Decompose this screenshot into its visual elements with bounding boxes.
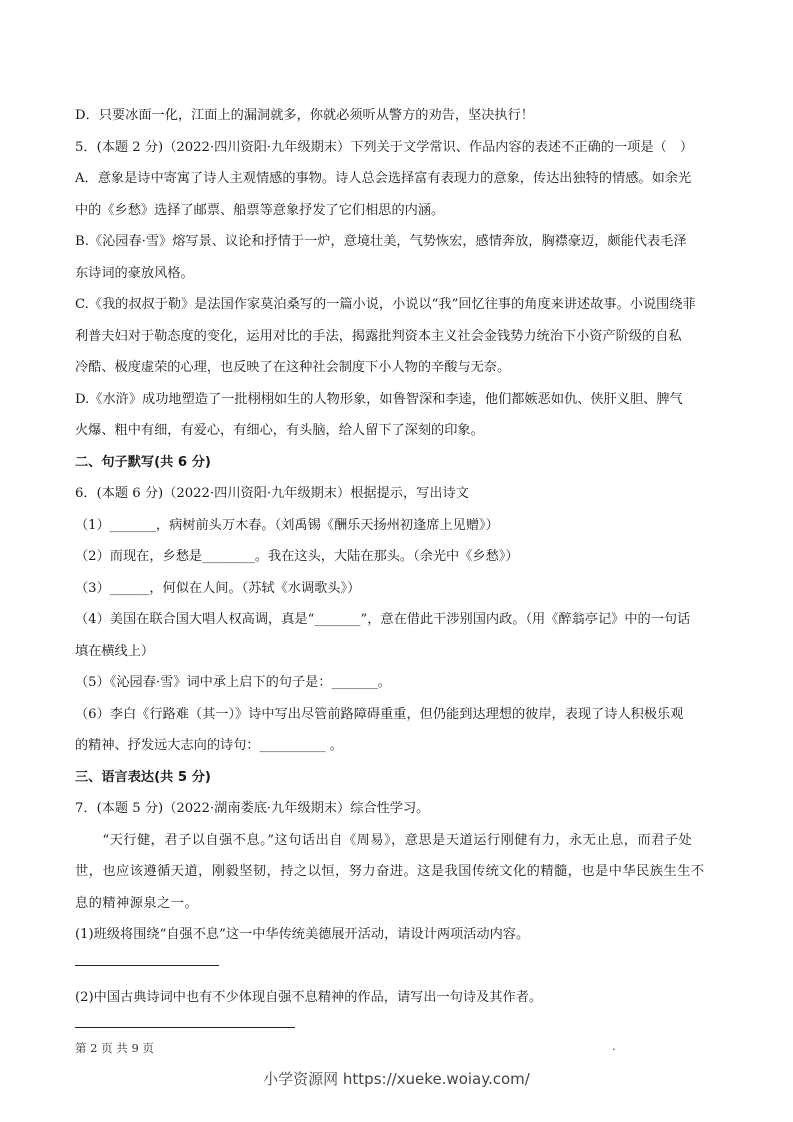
option-a-line-2: 中的《乡愁》选择了邮票、船票等意象抒发了它们相思的内涵。 <box>75 202 445 218</box>
answer-blank-1 <box>75 965 219 966</box>
option-c-line-2: 利普夫妇对于勒态度的变化，运用对比的手法，揭露批判资本主义社会金钱势力统治下小资产阶级的自私 <box>75 328 682 344</box>
section-heading-3: 三、语言表达(共 5 分) <box>75 769 211 785</box>
page-content <box>75 100 723 1044</box>
question-6-stem: 6．(本题 6 分)（2022·四川资阳·九年级期末）根据提示，写出诗文 <box>75 486 469 501</box>
footer-dot: . <box>612 1040 616 1053</box>
passage-line-3: 息的精神源泉之一。 <box>75 895 199 911</box>
question-6-item-2: （2）而现在，乡愁是________。我在这头，大陆在那头。（余光中《乡愁》） <box>75 549 519 564</box>
option-d-line-2: 火爆、粗中有细，有爱心，有细心，有头脑，给人留下了深刻的印象。 <box>75 423 484 438</box>
question-7-part-1: (1)班级将围绕“自强不息”这一中华传统美德展开活动，请设计两项活动内容。 <box>75 927 530 942</box>
question-5-stem: 5．(本题 2 分)（2022·四川资阳·九年级期末）下列关于文学常识、作品内容的表述不正确的一项是（ ） <box>75 139 694 155</box>
option-c-line-1: C.《我的叔叔于勒》是法国作家莫泊桑写的一篇小说，小说以“我”回忆往事的角度来讲述故事。小说围绕菲 <box>75 297 696 312</box>
option-b-line-2: 东诗词的豪放风格。 <box>75 265 194 281</box>
option-d-q4: D．只要冰面一化，江面上的漏洞就多，你就必须听从警方的劝告，坚决执行！ <box>75 108 534 123</box>
watermark: 小学资源网 https://xueke.woiay.com/ <box>263 1070 530 1088</box>
question-6-item-3: （3）______，何似在人间。（苏轼《水调歌头》） <box>75 580 361 596</box>
question-6-item-4-line-1: （4）美国在联合国大唱人权高调，真是“_______”，意在借此干涉别国内政。（用《醉翁亭记》中的一句话 <box>75 612 691 627</box>
option-b-line-1: B.《沁园春·雪》熔写景、议论和抒情于一炉，意境壮美，气势恢宏，感情奔放，胸襟豪迈，颇能代表毛泽 <box>75 234 687 249</box>
question-6-item-1: （1）_______，病树前头万木春。（刘禹锡《酬乐天扬州初逢席上见赠》） <box>75 517 499 533</box>
question-7-part-2: (2)中国古典诗词中也有不少体现自强不息精神的作品，请写出一句诗及其作者。 <box>75 989 543 1005</box>
passage-line-1: “天行健，君子以自强不息。”这句话出自《周易》，意思是天道运行刚健有力，永无止息，而君子处 <box>75 832 693 848</box>
option-c-line-3: 冷酷、极度虚荣的心理，也反映了在这种社会制度下小人物的辛酸与无奈。 <box>75 360 511 375</box>
passage-line-2: 世，也应该遵循天道，刚毅坚韧，持之以恒，努力奋进。这是我国传统文化的精髓，也是中华民族生生不 <box>75 864 705 879</box>
question-7-stem: 7．(本题 5 分)（2022·湖南娄底·九年级期末）综合性学习。 <box>75 801 430 816</box>
answer-blank-2 <box>75 1027 295 1028</box>
question-6-item-6-line-2: 的精神、抒发远大志向的诗句：__________ 。 <box>75 738 343 753</box>
question-6-item-6-line-1: （6）李白《行路难（其一）》诗中写出尽管前路障碍重重，但仍能到达理想的彼岸，表现了诗人积极乐观 <box>75 706 684 722</box>
page-number: 第 2 页 共 9 页 <box>75 1041 154 1055</box>
section-heading-2: 二、句子默写(共 6 分) <box>75 454 211 470</box>
question-6-item-5: （5）《沁园春·雪》词中承上启下的句子是：_______。 <box>75 675 391 690</box>
question-6-item-4-line-2: 填在横线上） <box>75 643 155 659</box>
option-d-line-1: D.《水浒》成功地塑造了一批栩栩如生的人物形象，如鲁智深和李逵，他们都嫉恶如仇、侠肝义胆、脾气 <box>75 391 683 407</box>
option-a-line-1: A．意象是诗中寄寓了诗人主观情感的事物。诗人总会选择富有表现力的意象，传达出独特的情感。如余光 <box>75 171 692 186</box>
